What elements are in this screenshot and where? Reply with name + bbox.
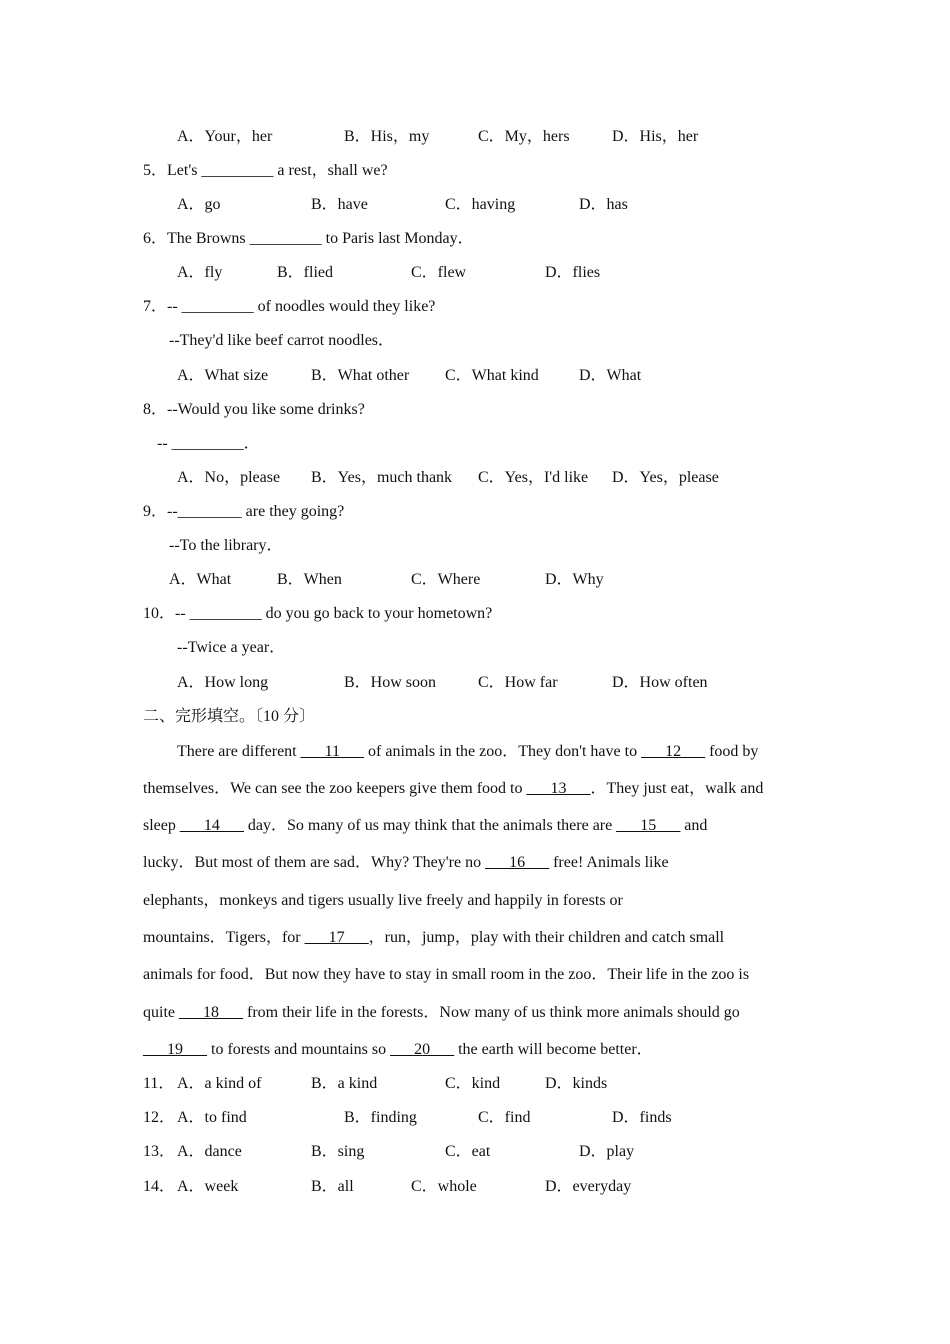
passage-text: sleep: [143, 817, 180, 834]
blank-16: ___16___: [485, 854, 550, 871]
q6-option-a: A．fly: [177, 264, 223, 281]
passage-line-2: [143, 779, 763, 799]
q14-number: 14．: [143, 1178, 176, 1195]
passage-text: of animals in the zoo．They don't have to: [364, 743, 642, 760]
q14-option-b: B．all: [311, 1178, 354, 1195]
q4-option-b: B．His，my: [344, 128, 430, 145]
q9-option-b: B．When: [277, 571, 342, 588]
q13-option-c: C．eat: [445, 1143, 491, 1160]
passage-text: There are different: [177, 743, 301, 760]
blank-20: ___20___: [390, 1041, 455, 1058]
q10-option-d: D．How often: [612, 674, 708, 691]
passage-text: themselves．We can see the zoo keepers give them food to: [143, 780, 527, 797]
q10-reply: --Twice a year．: [177, 639, 286, 656]
q4-option-d: D．His，her: [612, 128, 699, 145]
blank-18: ___18___: [179, 1004, 243, 1021]
q13-option-d: D．play: [579, 1143, 635, 1160]
passage-line-6: [143, 928, 724, 948]
q4-option-c: C．My，hers: [478, 128, 570, 145]
passage-line-3: [143, 816, 707, 836]
q9-option-c: C．Where: [411, 571, 481, 588]
q10-stem: 10．-- _________ do you go back to your hometown?: [143, 605, 493, 622]
q14-option-d: D．everyday: [545, 1178, 632, 1195]
q12-option-a: A．to find: [177, 1109, 247, 1126]
q12-option-d: D．finds: [612, 1109, 672, 1126]
q7-option-c: C．What kind: [445, 367, 539, 384]
q13-option-a: A．dance: [177, 1143, 242, 1160]
blank-17: ___17___: [304, 929, 369, 946]
q8-stem: 8．--Would you like some drinks?: [143, 401, 365, 418]
q9-reply: --To the library．: [169, 537, 283, 554]
q14-option-a: A．week: [177, 1178, 239, 1195]
q10-option-b: B．How soon: [344, 674, 437, 691]
passage-line-4: [143, 853, 669, 873]
q7-reply: --They'd like beef carrot noodles．: [169, 332, 395, 349]
blank-13: ___13___: [526, 780, 591, 797]
q8-option-a: A．No，please: [177, 469, 281, 486]
section-heading: 二、完形填空。〔10 分〕: [143, 708, 316, 725]
q8-option-d: D．Yes，please: [612, 469, 719, 486]
q13-number: 13．: [143, 1143, 176, 1160]
passage-line-1: [177, 742, 758, 762]
passage-line-7: animals for food．But now they have to stay in small room in the zoo．Their life in the zoo is: [143, 966, 750, 983]
passage-text: the earth will become better．: [454, 1041, 653, 1058]
blank-14: ___14___: [179, 817, 244, 834]
passage-line-9: [143, 1040, 653, 1060]
q12-option-b: B．finding: [344, 1109, 417, 1126]
q4-option-a: A．Your，her: [177, 128, 273, 145]
q7-stem: 7．-- _________ of noodles would they like?: [143, 298, 436, 315]
q11-option-c: C．kind: [445, 1075, 501, 1092]
q6-option-b: B．flied: [277, 264, 333, 281]
q11-option-a: A．a kind of: [177, 1075, 262, 1092]
q8-reply: -- _________．: [157, 435, 260, 452]
blank-15: ___15___: [616, 817, 681, 834]
q6-stem: 6．The Browns _________ to Paris last Monday．: [143, 230, 474, 247]
passage-text: quite: [143, 1004, 179, 1021]
q11-option-b: B．a kind: [311, 1075, 378, 1092]
q5-option-b: B．have: [311, 196, 368, 213]
q5-option-a: A．go: [177, 196, 221, 213]
blank-12: ___12___: [641, 743, 706, 760]
q5-option-d: D．has: [579, 196, 628, 213]
q10-option-c: C．How far: [478, 674, 558, 691]
passage-text: and: [680, 817, 708, 834]
q5-stem: 5．Let's _________ a rest，shall we?: [143, 162, 388, 179]
passage-text: to forests and mountains so: [207, 1041, 391, 1058]
q7-option-b: B．What other: [311, 367, 410, 384]
passage-text: lucky．But most of them are sad．Why? They're no: [143, 854, 486, 871]
q5-option-c: C．having: [445, 196, 516, 213]
q8-option-b: B．Yes，much thank: [311, 469, 453, 486]
q9-option-a: A．What: [169, 571, 232, 588]
q12-number: 12．: [143, 1109, 176, 1126]
blank-19: ___19___: [143, 1041, 207, 1058]
q9-option-d: D．Why: [545, 571, 604, 588]
q11-number: 11．: [143, 1075, 175, 1092]
passage-line-5: elephants，monkeys and tigers usually live freely and happily in forests or: [143, 892, 623, 909]
passage-text: day．So many of us may think that the animals there are: [243, 817, 617, 834]
q6-option-d: D．flies: [545, 264, 601, 281]
passage-text: mountains．Tigers，for: [143, 929, 305, 946]
passage-text: food by: [705, 743, 759, 760]
q12-option-c: C．find: [478, 1109, 531, 1126]
passage-text: free! Animals like: [549, 854, 669, 871]
blank-11: ___11___: [300, 743, 365, 760]
q8-option-c: C．Yes，I'd like: [478, 469, 589, 486]
q11-option-d: D．kinds: [545, 1075, 608, 1092]
q14-option-c: C．whole: [411, 1178, 477, 1195]
q7-option-d: D．What: [579, 367, 642, 384]
passage-text: ，run，jump，play with their children and catch small: [368, 929, 725, 946]
passage-line-8: [143, 1003, 740, 1023]
q10-option-a: A．How long: [177, 674, 269, 691]
q7-option-a: A．What size: [177, 367, 269, 384]
passage-text: ．They just eat，walk and: [590, 780, 764, 797]
q6-option-c: C．flew: [411, 264, 467, 281]
q9-stem: 9．--________ are they going?: [143, 503, 345, 520]
q13-option-b: B．sing: [311, 1143, 365, 1160]
passage-text: from their life in the forests．Now many of us think more animals should go: [243, 1004, 740, 1021]
